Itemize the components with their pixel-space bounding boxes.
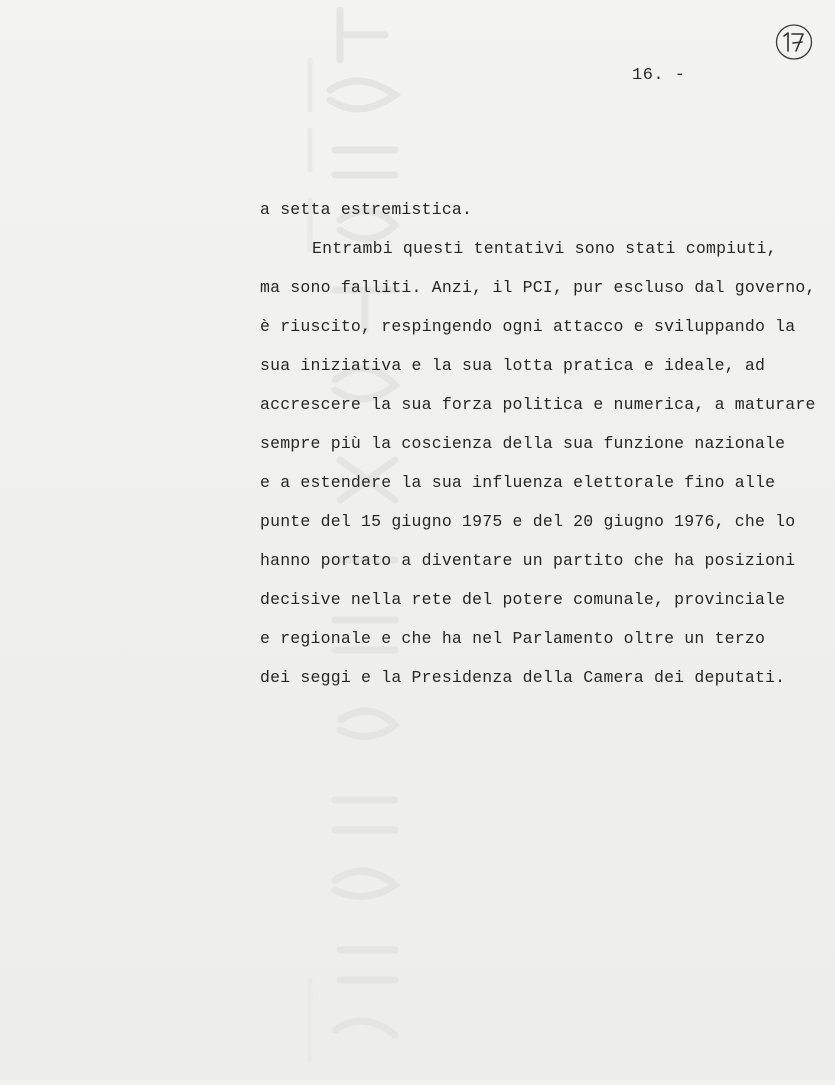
text-line: dei seggi e la Presidenza della Camera dei deputati. <box>260 668 786 687</box>
text-line: punte del 15 giugno 1975 e del 20 giugno 1976, che lo <box>260 512 796 531</box>
document-body <box>260 194 820 701</box>
text-line: decisive nella rete del potere comunale, provinciale <box>260 590 786 609</box>
text-line: sua iniziativa e la sua lotta pratica e ideale, ad <box>260 356 766 375</box>
text-line: hanno portato a diventare un partito che ha posizioni <box>260 551 796 570</box>
text-line: e regionale e che ha nel Parlamento oltre un terzo <box>260 629 766 648</box>
page-number: 16. - <box>632 66 686 85</box>
archive-folio-stamp <box>774 22 814 62</box>
text-line: ma sono falliti. Anzi, il PCI, pur escluso dal governo, <box>260 278 816 297</box>
text-line: a setta estremistica. <box>260 200 473 219</box>
text-line: Entrambi questi tentativi sono stati compiuti, <box>312 239 777 258</box>
text-line: e a estendere la sua influenza elettorale fino alle <box>260 473 776 492</box>
text-line: è riuscito, respingendo ogni attacco e sviluppando la <box>260 317 796 336</box>
text-line: sempre più la coscienza della sua funzione nazionale <box>260 434 786 453</box>
text-line: accrescere la sua forza politica e numerica, a maturare <box>260 395 816 414</box>
